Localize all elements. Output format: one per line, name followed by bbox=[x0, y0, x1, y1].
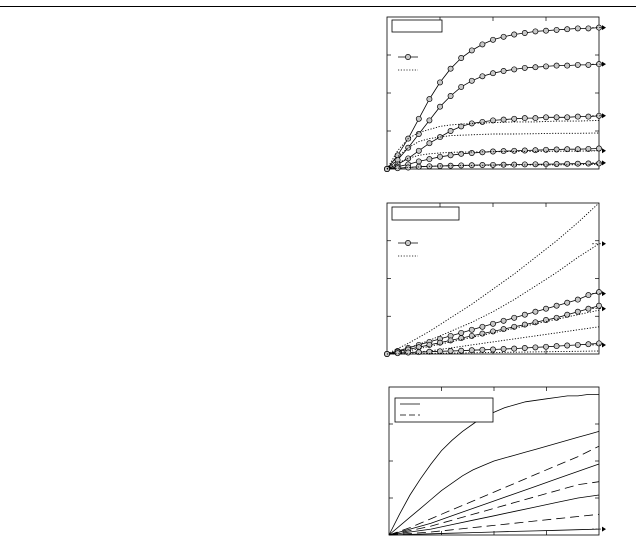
series-point bbox=[395, 351, 400, 356]
series-line-4 bbox=[389, 464, 599, 535]
series-line-2 bbox=[387, 244, 599, 354]
series-point bbox=[565, 343, 570, 348]
annotation-arrowhead bbox=[602, 113, 606, 118]
series-point bbox=[533, 29, 538, 34]
series-point bbox=[554, 63, 559, 68]
series-point bbox=[522, 148, 527, 153]
series-point bbox=[522, 116, 527, 121]
series-point bbox=[586, 114, 591, 119]
series-point bbox=[543, 115, 548, 120]
series-point bbox=[586, 293, 591, 298]
series-point bbox=[575, 114, 580, 119]
legend-box bbox=[392, 207, 459, 220]
chart-panel-bottom bbox=[389, 387, 606, 535]
series-point bbox=[480, 347, 485, 352]
series-point bbox=[543, 64, 548, 69]
series-point bbox=[554, 161, 559, 166]
annotation-arrowhead bbox=[602, 306, 606, 311]
series-point bbox=[565, 27, 570, 32]
series-point bbox=[490, 37, 495, 42]
series-point bbox=[596, 146, 601, 151]
series-point bbox=[459, 330, 464, 335]
series-point bbox=[490, 329, 495, 334]
legend-box bbox=[392, 20, 442, 32]
series-point bbox=[596, 290, 601, 295]
series-point bbox=[480, 119, 485, 124]
series-point bbox=[437, 154, 442, 159]
legend-marker bbox=[405, 240, 410, 245]
series-point bbox=[522, 312, 527, 317]
series-point bbox=[586, 342, 591, 347]
series-point bbox=[575, 297, 580, 302]
annotation-arrowhead bbox=[602, 342, 606, 347]
series-point bbox=[416, 148, 421, 153]
series-point bbox=[554, 303, 559, 308]
series-point bbox=[512, 346, 517, 351]
series-point bbox=[437, 104, 442, 109]
series-point bbox=[469, 48, 474, 53]
series-point bbox=[416, 350, 421, 355]
series-point bbox=[575, 62, 580, 67]
annotation-arrowhead bbox=[602, 291, 606, 296]
series-line-3 bbox=[389, 446, 599, 535]
series-point bbox=[469, 327, 474, 332]
series-point bbox=[427, 141, 432, 146]
series-point bbox=[406, 350, 411, 355]
series-point bbox=[565, 161, 570, 166]
series-point bbox=[543, 28, 548, 33]
series-point bbox=[575, 26, 580, 31]
series-point bbox=[427, 118, 432, 123]
series-point bbox=[416, 159, 421, 164]
series-point bbox=[406, 156, 411, 161]
series-point bbox=[554, 344, 559, 349]
series-point bbox=[437, 80, 442, 85]
series-point bbox=[533, 65, 538, 70]
series-point bbox=[501, 68, 506, 73]
series-point bbox=[490, 321, 495, 326]
annotation-arrowhead bbox=[602, 160, 606, 165]
series-point bbox=[416, 116, 421, 121]
series-point bbox=[448, 128, 453, 133]
series-point bbox=[596, 161, 601, 166]
series-point bbox=[575, 309, 580, 314]
series-point bbox=[512, 32, 517, 37]
series-line-2 bbox=[389, 431, 599, 535]
chart-panel-top bbox=[384, 17, 606, 172]
annotation-arrowhead bbox=[602, 241, 606, 246]
series-point bbox=[522, 65, 527, 70]
series-point bbox=[501, 346, 506, 351]
series-point bbox=[522, 345, 527, 350]
series-point bbox=[490, 71, 495, 76]
series-point bbox=[512, 315, 517, 320]
series-point bbox=[575, 161, 580, 166]
series-point bbox=[501, 149, 506, 154]
series-point bbox=[501, 327, 506, 332]
series-point bbox=[490, 347, 495, 352]
series-point bbox=[543, 344, 548, 349]
series-point bbox=[469, 150, 474, 155]
series-point bbox=[427, 97, 432, 102]
series-point bbox=[575, 342, 580, 347]
series-point bbox=[586, 161, 591, 166]
series-point bbox=[565, 300, 570, 305]
series-point bbox=[406, 145, 411, 150]
series-point bbox=[565, 63, 570, 68]
legend-box bbox=[395, 398, 493, 422]
series-point bbox=[554, 115, 559, 120]
series-point bbox=[533, 162, 538, 167]
series-point bbox=[448, 66, 453, 71]
series-point bbox=[533, 309, 538, 314]
series-point bbox=[448, 93, 453, 98]
series-point bbox=[554, 27, 559, 32]
series-point bbox=[427, 157, 432, 162]
series-point bbox=[533, 116, 538, 121]
series-point bbox=[469, 348, 474, 353]
series-point bbox=[522, 162, 527, 167]
annotation-arrowhead bbox=[602, 527, 606, 532]
series-point bbox=[501, 34, 506, 39]
annotation-arrowhead bbox=[602, 62, 606, 67]
series-point bbox=[565, 115, 570, 120]
series-point bbox=[459, 55, 464, 60]
series-point bbox=[522, 30, 527, 35]
series-point bbox=[480, 42, 485, 47]
series-point bbox=[480, 324, 485, 329]
series-point bbox=[501, 318, 506, 323]
annotation-arrowhead bbox=[602, 25, 606, 30]
chart-panel-middle bbox=[384, 203, 606, 357]
annotation-arrowhead bbox=[602, 148, 606, 153]
series-point bbox=[480, 74, 485, 79]
series-point bbox=[512, 67, 517, 72]
series-point bbox=[512, 116, 517, 121]
series-point bbox=[501, 117, 506, 122]
series-point bbox=[543, 162, 548, 167]
series-point bbox=[512, 148, 517, 153]
series-point bbox=[586, 26, 591, 31]
series-point bbox=[416, 345, 421, 350]
series-point bbox=[586, 306, 591, 311]
series-point bbox=[459, 84, 464, 89]
series-point bbox=[543, 306, 548, 311]
series-point bbox=[533, 148, 538, 153]
series-point bbox=[586, 62, 591, 67]
series-point bbox=[469, 78, 474, 83]
series-point bbox=[596, 303, 601, 308]
series-point bbox=[448, 153, 453, 158]
legend-marker bbox=[405, 54, 410, 59]
series-point bbox=[533, 345, 538, 350]
